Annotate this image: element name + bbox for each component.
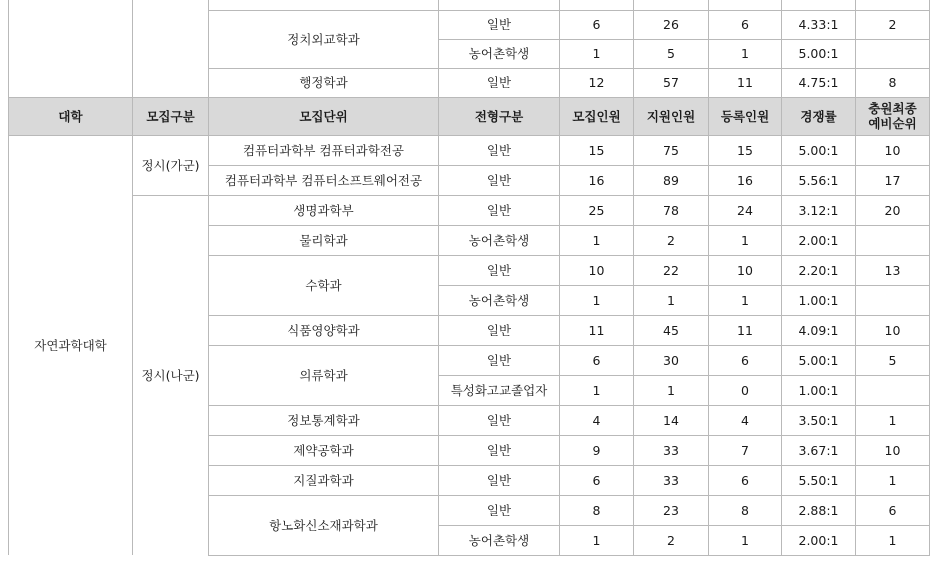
waitlist-cell: 13 — [856, 255, 930, 285]
selection-cell: 일반 — [439, 405, 560, 435]
header-waitlist — [856, 97, 930, 135]
unit-cell: 행정학과 — [209, 68, 439, 97]
unit-cell: 물리학과 — [209, 225, 439, 255]
ratio-cell — [782, 0, 856, 10]
quota-cell: 16 — [560, 165, 634, 195]
table-row — [9, 0, 930, 10]
enrolled-cell: 11 — [709, 68, 782, 97]
quota-cell: 1 — [560, 39, 634, 68]
unit-cell: 수학과 — [209, 255, 439, 315]
waitlist-cell: 2 — [856, 10, 930, 39]
applicants-cell: 5 — [634, 39, 709, 68]
selection-cell: 일반 — [439, 255, 560, 285]
waitlist-cell — [856, 0, 930, 10]
selection-cell: 일반 — [439, 165, 560, 195]
applicants-cell — [634, 0, 709, 10]
waitlist-cell — [856, 285, 930, 315]
admission-results-table — [8, 0, 930, 556]
applicants-cell: 14 — [634, 405, 709, 435]
selection-cell: 농어촌학생 — [439, 525, 560, 555]
waitlist-cell: 1 — [856, 405, 930, 435]
selection-cell: 농어촌학생 — [439, 39, 560, 68]
applicants-cell: 2 — [634, 225, 709, 255]
university-cell — [9, 0, 133, 97]
ratio-cell: 2.20:1 — [782, 255, 856, 285]
selection-cell: 일반 — [439, 465, 560, 495]
header-enrolled: 등록인원 — [709, 97, 782, 135]
quota-cell: 10 — [560, 255, 634, 285]
applicants-cell: 89 — [634, 165, 709, 195]
quota-cell: 1 — [560, 285, 634, 315]
unit-cell — [209, 0, 439, 10]
quota-cell: 11 — [560, 315, 634, 345]
quota-cell — [560, 0, 634, 10]
header-recruit-type: 모집구분 — [133, 97, 209, 135]
waitlist-cell — [856, 39, 930, 68]
unit-cell: 지질과학과 — [209, 465, 439, 495]
unit-cell: 항노화신소재과학과 — [209, 495, 439, 555]
unit-cell: 의류학과 — [209, 345, 439, 405]
ratio-cell: 5.00:1 — [782, 39, 856, 68]
ratio-cell: 3.50:1 — [782, 405, 856, 435]
header-row — [9, 97, 930, 135]
quota-cell: 6 — [560, 465, 634, 495]
applicants-cell: 75 — [634, 135, 709, 165]
waitlist-cell: 10 — [856, 315, 930, 345]
selection-cell: 일반 — [439, 135, 560, 165]
applicants-cell: 23 — [634, 495, 709, 525]
enrolled-cell: 8 — [709, 495, 782, 525]
waitlist-cell: 8 — [856, 68, 930, 97]
enrolled-cell: 1 — [709, 39, 782, 68]
ratio-cell: 4.33:1 — [782, 10, 856, 39]
ratio-cell: 4.09:1 — [782, 315, 856, 345]
selection-cell: 일반 — [439, 435, 560, 465]
quota-cell: 8 — [560, 495, 634, 525]
applicants-cell: 45 — [634, 315, 709, 345]
applicants-cell: 30 — [634, 345, 709, 375]
enrolled-cell: 6 — [709, 10, 782, 39]
table-row — [9, 135, 930, 165]
quota-cell: 9 — [560, 435, 634, 465]
header-unit: 모집단위 — [209, 97, 439, 135]
selection-cell: 일반 — [439, 68, 560, 97]
waitlist-cell — [856, 375, 930, 405]
applicants-cell: 22 — [634, 255, 709, 285]
applicants-cell: 78 — [634, 195, 709, 225]
header-selection: 전형구분 — [439, 97, 560, 135]
quota-cell: 25 — [560, 195, 634, 225]
recruit-type-cell: 정시(가군) — [133, 135, 209, 195]
unit-cell: 컴퓨터과학부 컴퓨터과학전공 — [209, 135, 439, 165]
university-cell: 자연과학대학 — [9, 135, 133, 555]
waitlist-cell: 20 — [856, 195, 930, 225]
header-waitlist-line2: 예비순위 — [868, 116, 917, 131]
unit-cell: 컴퓨터과학부 컴퓨터소프트웨어전공 — [209, 165, 439, 195]
header-university: 대학 — [9, 97, 133, 135]
table-row — [9, 195, 930, 225]
quota-cell: 15 — [560, 135, 634, 165]
ratio-cell: 3.67:1 — [782, 435, 856, 465]
applicants-cell: 57 — [634, 68, 709, 97]
enrolled-cell: 15 — [709, 135, 782, 165]
selection-cell: 일반 — [439, 495, 560, 525]
enrolled-cell: 4 — [709, 405, 782, 435]
selection-cell: 일반 — [439, 315, 560, 345]
unit-cell: 정치외교학과 — [209, 10, 439, 68]
enrolled-cell: 1 — [709, 525, 782, 555]
applicants-cell: 33 — [634, 435, 709, 465]
quota-cell: 1 — [560, 225, 634, 255]
quota-cell: 6 — [560, 345, 634, 375]
header-ratio: 경쟁률 — [782, 97, 856, 135]
enrolled-cell: 1 — [709, 225, 782, 255]
waitlist-cell: 5 — [856, 345, 930, 375]
enrolled-cell — [709, 0, 782, 10]
ratio-cell: 2.00:1 — [782, 225, 856, 255]
enrolled-cell: 11 — [709, 315, 782, 345]
selection-cell: 일반 — [439, 195, 560, 225]
ratio-cell: 3.12:1 — [782, 195, 856, 225]
enrolled-cell: 24 — [709, 195, 782, 225]
waitlist-cell: 17 — [856, 165, 930, 195]
quota-cell: 1 — [560, 375, 634, 405]
applicants-cell: 2 — [634, 525, 709, 555]
quota-cell: 12 — [560, 68, 634, 97]
header-waitlist-line1: 충원최종 — [868, 101, 917, 116]
unit-cell: 제약공학과 — [209, 435, 439, 465]
admission-results-table-wrapper — [8, 0, 930, 556]
waitlist-cell: 10 — [856, 135, 930, 165]
ratio-cell: 4.75:1 — [782, 68, 856, 97]
quota-cell: 6 — [560, 10, 634, 39]
unit-cell: 정보통계학과 — [209, 405, 439, 435]
header-applicants: 지원인원 — [634, 97, 709, 135]
waitlist-cell: 10 — [856, 435, 930, 465]
enrolled-cell: 1 — [709, 285, 782, 315]
ratio-cell: 2.00:1 — [782, 525, 856, 555]
enrolled-cell: 6 — [709, 345, 782, 375]
applicants-cell: 33 — [634, 465, 709, 495]
selection-cell: 일반 — [439, 10, 560, 39]
ratio-cell: 5.50:1 — [782, 465, 856, 495]
recruit-type-cell — [133, 0, 209, 97]
enrolled-cell: 6 — [709, 465, 782, 495]
selection-cell: 특성화고교졸업자 — [439, 375, 560, 405]
enrolled-cell: 10 — [709, 255, 782, 285]
ratio-cell: 2.88:1 — [782, 495, 856, 525]
selection-cell — [439, 0, 560, 10]
applicants-cell: 1 — [634, 285, 709, 315]
unit-cell: 생명과학부 — [209, 195, 439, 225]
recruit-type-cell: 정시(나군) — [133, 195, 209, 555]
ratio-cell: 5.56:1 — [782, 165, 856, 195]
ratio-cell: 1.00:1 — [782, 375, 856, 405]
selection-cell: 일반 — [439, 345, 560, 375]
ratio-cell: 1.00:1 — [782, 285, 856, 315]
ratio-cell: 5.00:1 — [782, 135, 856, 165]
ratio-cell: 5.00:1 — [782, 345, 856, 375]
enrolled-cell: 16 — [709, 165, 782, 195]
waitlist-cell: 6 — [856, 495, 930, 525]
applicants-cell: 26 — [634, 10, 709, 39]
enrolled-cell: 0 — [709, 375, 782, 405]
applicants-cell: 1 — [634, 375, 709, 405]
unit-cell: 식품영양학과 — [209, 315, 439, 345]
enrolled-cell: 7 — [709, 435, 782, 465]
selection-cell: 농어촌학생 — [439, 225, 560, 255]
quota-cell: 4 — [560, 405, 634, 435]
waitlist-cell: 1 — [856, 525, 930, 555]
waitlist-cell: 1 — [856, 465, 930, 495]
waitlist-cell — [856, 225, 930, 255]
quota-cell: 1 — [560, 525, 634, 555]
header-quota: 모집인원 — [560, 97, 634, 135]
selection-cell: 농어촌학생 — [439, 285, 560, 315]
